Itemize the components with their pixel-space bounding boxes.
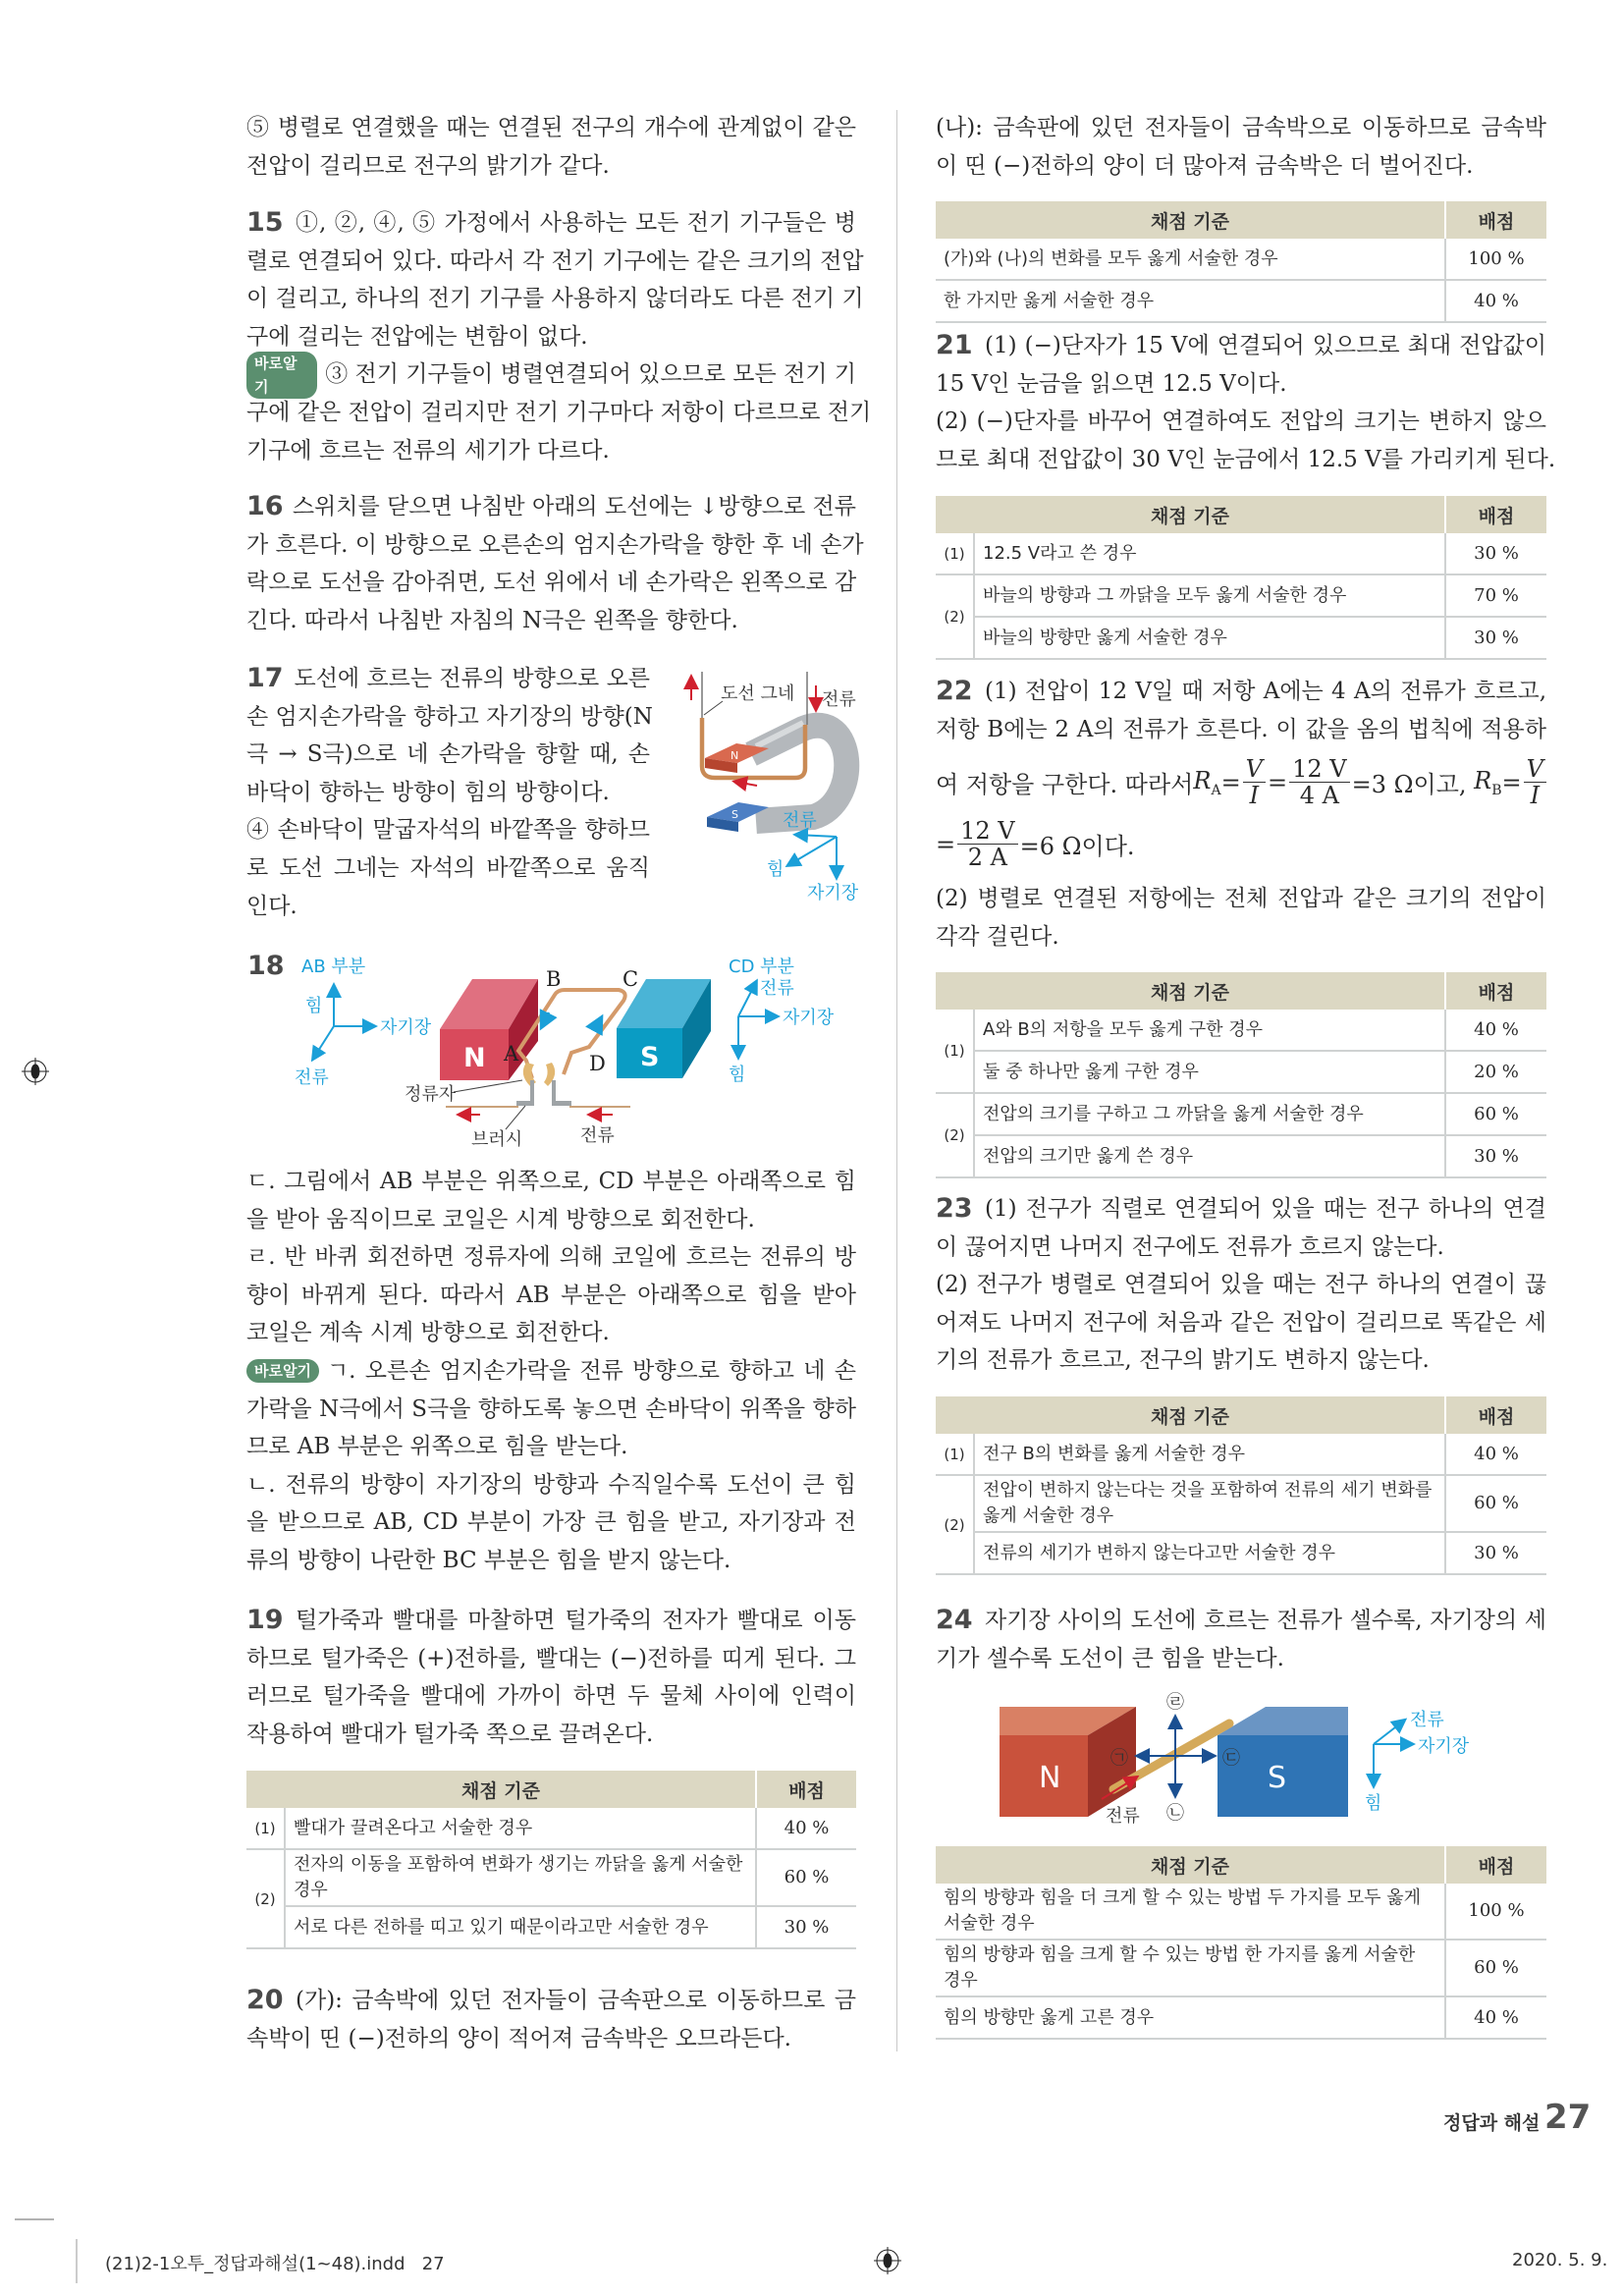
axis-field-label: 자기장 [1418, 1736, 1470, 1757]
registration-mark-icon [22, 1058, 49, 1085]
axis-current-arrow [1374, 1721, 1404, 1744]
score-header: 배점 [1445, 1396, 1546, 1434]
table-row [936, 574, 1546, 617]
line-text: (1) 전압이 12 V일 때 저항 A에는 4 A의 전류가 흐르고, [985, 679, 1546, 704]
criteria-cell: 한 가지만 옳게 서술한 경우 [936, 280, 1445, 322]
row-group-label: (1) [246, 1808, 285, 1849]
question-number: 16 [246, 491, 284, 521]
criteria-cell: 12.5 V라고 쓴 경우 [974, 533, 1445, 574]
criteria-cell: 빨대가 끌려온다고 서술한 경우 [285, 1808, 756, 1849]
question-number: 19 [246, 1605, 284, 1635]
score-cell: 70 % [1445, 574, 1546, 617]
criteria-cell: 전류의 세기가 변하지 않는다고만 서술한 경우 [974, 1532, 1445, 1574]
mark-right-label: ㉢ [1222, 1748, 1240, 1769]
line-text: 므로 AB 부분은 위쪽으로 힘을 받는다. [246, 1434, 628, 1460]
table-row [936, 533, 1546, 574]
scoring-criteria-table [936, 201, 1546, 323]
axis-force-arrow [788, 837, 837, 865]
scoring-criteria-table [246, 1771, 856, 1949]
cd-force-label: 힘 [729, 1065, 746, 1085]
score-cell: 60 % [1445, 1093, 1546, 1135]
criteria-header: 채점 기준 [936, 1396, 1445, 1434]
table-row [936, 1884, 1546, 1940]
table-row [936, 1475, 1546, 1532]
cd-current-arrow [738, 982, 756, 1016]
line-text: 전압이 걸리므로 전구의 밝기가 같다. [246, 152, 610, 179]
score-cell: 60 % [1445, 1940, 1546, 1996]
line-text: 로 도선 그네는 자석의 바깥쪽으로 움직 [246, 854, 650, 881]
score-header: 배점 [756, 1771, 856, 1808]
point-c-label: C [622, 967, 639, 991]
commutator-leader [454, 1080, 522, 1092]
section-title: 정답과 해설 [1443, 2112, 1541, 2134]
brush-leader [506, 1106, 525, 1129]
table-row [936, 239, 1546, 280]
score-cell: 20 % [1445, 1051, 1546, 1093]
score-cell: 30 % [756, 1906, 856, 1948]
formula-pre: 여 저항을 구한다. 따라서 [936, 771, 1194, 798]
point-a-label: A [504, 1042, 519, 1066]
line-text: (가): 금속박에 있던 전자들이 금속판으로 이동하므로 금 [296, 1988, 856, 2013]
equals: = [1220, 768, 1241, 796]
criteria-cell: 전압이 변하지 않는다는 것을 포함하여 전류의 세기 변화를 옳게 서술한 경우 [974, 1475, 1445, 1532]
line-text: (2) 병렬로 연결된 저항에는 전체 전압과 같은 크기의 전압이 [936, 886, 1546, 911]
table-row [936, 1051, 1546, 1093]
denominator: I [1530, 782, 1541, 809]
formula-result-a: =3 Ω이고, [1351, 771, 1475, 798]
line-text: 렬로 연결되어 있다. 따라서 각 전기 기구에는 같은 크기의 전압 [246, 247, 864, 274]
score-cell: 60 % [756, 1849, 856, 1906]
current-label: 전류 [1106, 1806, 1140, 1827]
criteria-cell: 힘의 방향과 힘을 크게 할 수 있는 방법 한 가지를 옳게 서술한 경우 [936, 1940, 1445, 1996]
score-cell: 40 % [756, 1808, 856, 1849]
numerator: 12 V [957, 818, 1018, 845]
page-number: 27 [1544, 2098, 1592, 2137]
row-group-label: (2) [936, 1093, 974, 1177]
table-row [936, 280, 1546, 322]
wire-swing-label: 도선 그네 [721, 683, 795, 704]
line-text: 손 엄지손가락을 향하고 자기장의 방향(N [246, 703, 653, 730]
pole-n-label: N [730, 749, 739, 762]
table-header-row [936, 201, 1546, 239]
line-text: 스위치를 닫으면 나침반 아래의 도선에는 ↓방향으로 전류 [292, 494, 856, 519]
correction-badge: 바로알기 [246, 1359, 319, 1383]
line-text: ④ 손바닥이 말굽자석의 바깥쪽을 향하므 [246, 817, 650, 844]
mark-up-label: ㉣ [1166, 1692, 1184, 1713]
cd-field-label: 자기장 [783, 1008, 835, 1028]
line-text: ㄷ. 그림에서 AB 부분은 위쪽으로, CD 부분은 아래쪽으로 힘 [246, 1169, 856, 1194]
table-row [936, 1010, 1546, 1051]
criteria-header: 채점 기준 [936, 496, 1445, 533]
brush-left [516, 1080, 534, 1106]
criteria-cell: 힘의 방향과 힘을 더 크게 할 수 있는 방법 두 가지를 모두 옳게 서술한 경우 [936, 1884, 1445, 1940]
table-row [936, 1434, 1546, 1475]
line-text: 극 → S극)으로 네 손가락을 향할 때, 손 [246, 741, 650, 768]
score-header: 배점 [1445, 496, 1546, 533]
line-text: ㄴ. 전류의 방향이 자기장의 방향과 수직일수록 도선이 큰 힘 [246, 1471, 856, 1498]
table-row [936, 1996, 1546, 2039]
line-text: 긴다. 따라서 나침반 자침의 N극은 왼쪽을 향한다. [246, 607, 738, 633]
criteria-cell: 바늘의 방향과 그 까닭을 모두 옳게 서술한 경우 [974, 574, 1445, 617]
line-text: 저항 B에는 2 A의 전류가 흐른다. 이 값을 옴의 법칙에 적용하 [936, 716, 1546, 742]
point-d-label: D [589, 1052, 606, 1075]
score-cell: 40 % [1445, 1996, 1546, 2039]
mark-left-label: ㉠ [1110, 1748, 1128, 1769]
table-row [246, 1849, 856, 1906]
criteria-header: 채점 기준 [936, 1846, 1445, 1884]
line-text: 기구에 흐르는 전류의 세기가 다르다. [246, 437, 610, 464]
cd-part-label: CD 부분 [729, 957, 794, 977]
line-text: (1) 전구가 직렬로 연결되어 있을 때는 전구 하나의 연결 [985, 1196, 1546, 1222]
brush-label: 브러시 [471, 1129, 523, 1150]
pole-s-label: S [731, 808, 738, 821]
line-text: 기가 셀수록 도선이 큰 힘을 받는다. [936, 1645, 1284, 1671]
axis-force-label: 힘 [767, 859, 784, 880]
question-number: 22 [936, 676, 973, 706]
line-text: (2) (−)단자를 바꾸어 연결하여도 전압의 크기는 변하지 않으 [936, 409, 1546, 435]
ab-part-label: AB 부분 [301, 957, 366, 977]
line-text: 이 띤 (−)전하의 양이 더 많아져 금속박은 더 벌어진다. [936, 152, 1474, 179]
criteria-cell: 전압의 크기만 옳게 쓴 경우 [974, 1135, 1445, 1177]
criteria-header: 채점 기준 [936, 201, 1445, 239]
score-cell: 100 % [1445, 1884, 1546, 1940]
line-text: (1) (−)단자가 15 V에 연결되어 있으므로 최대 전압값이 [985, 333, 1546, 358]
equals: = [936, 830, 956, 858]
line-text: 어져도 나머지 전구에 처음과 같은 전압이 걸리므로 똑같은 세 [936, 1309, 1546, 1336]
pole-s-label: S [1268, 1761, 1287, 1795]
table-header-row [936, 972, 1546, 1010]
registration-mark-icon [874, 2247, 901, 2274]
line-text: 도선에 흐르는 전류의 방향으로 오른 [294, 666, 650, 691]
table-row [936, 1135, 1546, 1177]
line-text: 속박이 띤 (−)전하의 양이 적어져 금속박은 오므라든다. [246, 2025, 791, 2051]
row-group-label: (1) [936, 1434, 974, 1475]
file-name: (21)2-1오투_정답과해설(1~48).indd 27 [105, 2254, 445, 2274]
line-text: 털가죽과 빨대를 마찰하면 털가죽의 전자가 빨대로 이동 [296, 1608, 856, 1633]
table-header-row [936, 496, 1546, 533]
scoring-criteria-table [936, 1846, 1546, 2040]
question-number: 24 [936, 1605, 973, 1635]
commutator-left [523, 1063, 536, 1086]
question-number: 20 [246, 1985, 284, 2015]
ab-current-arrow [313, 1026, 334, 1059]
line-text: ⑤ 병렬로 연결했을 때는 연결된 전구의 개수에 관계없이 같은 [246, 115, 856, 140]
table-header-row [936, 1396, 1546, 1434]
line-text: 15 V인 눈금을 읽으면 12.5 V이다. [936, 370, 1287, 397]
point-b-label: B [546, 967, 562, 991]
line-text: ㄱ. 오른손 엄지손가락을 전류 방향으로 향하고 네 손 [326, 1357, 856, 1384]
table-header-row [936, 1846, 1546, 1884]
mark-down-label: ㉡ [1166, 1803, 1184, 1824]
row-group-label: (2) [246, 1849, 285, 1948]
symbol-r: R [1193, 766, 1212, 794]
criteria-header: 채점 기준 [936, 972, 1445, 1010]
cd-current-label: 전류 [760, 978, 794, 999]
scoring-criteria-table [936, 1396, 1546, 1575]
line-text: 락으로 도선을 감아쥐면, 도선 위에서 네 손가락은 왼쪽으로 감 [246, 570, 857, 596]
row-group-label: (2) [936, 574, 974, 659]
line-text: 향이 바뀌게 된다. 따라서 AB 부분은 아래쪽으로 힘을 받아 [246, 1282, 856, 1308]
question-number-18: 18 [247, 951, 285, 981]
criteria-cell: 전구 B의 변화를 옳게 서술한 경우 [974, 1434, 1445, 1475]
line-text: 기의 전류가 흐르고, 전구의 밝기도 변하지 않는다. [936, 1347, 1430, 1374]
score-header: 배점 [1445, 201, 1546, 239]
axis-current-label: 전류 [783, 810, 817, 831]
line-text: 러므로 털가죽을 빨대에 가까이 하면 두 물체 사이에 인력이 [246, 1683, 856, 1710]
formula-result-b: =6 Ω이다. [1019, 833, 1135, 860]
row-group-label: (2) [936, 1475, 974, 1574]
line-text: 을 받아 움직이므로 코일은 시계 방향으로 회전한다. [246, 1206, 755, 1232]
current-left-arrow [735, 782, 757, 786]
score-header: 배점 [1445, 972, 1546, 1010]
score-cell: 40 % [1445, 1434, 1546, 1475]
axis-current-label: 전류 [1410, 1710, 1444, 1730]
criteria-cell: 바늘의 방향만 옳게 서술한 경우 [974, 617, 1445, 659]
score-header: 배점 [1445, 1846, 1546, 1884]
criteria-cell: 둘 중 하나만 옳게 구한 경우 [974, 1051, 1445, 1093]
ab-field-label: 자기장 [380, 1017, 432, 1038]
row-group-label: (1) [936, 533, 974, 574]
table-row [936, 1532, 1546, 1574]
line-text: (2) 전구가 병렬로 연결되어 있을 때는 전구 하나의 연결이 끊 [936, 1272, 1546, 1298]
criteria-header: 채점 기준 [246, 1771, 756, 1808]
denominator: I [1249, 782, 1260, 809]
table-row [246, 1808, 856, 1849]
equals: = [1268, 768, 1288, 796]
line-text: 인다. [246, 893, 298, 919]
criteria-cell: (가)와 (나)의 변화를 모두 옳게 서술한 경우 [936, 239, 1445, 280]
subscript-b: B [1491, 782, 1502, 798]
numerator: V [1524, 756, 1546, 783]
table-header-row [246, 1771, 856, 1808]
line-text: 가락을 N극에서 S극을 향하도록 놓으면 손바닥이 위쪽을 향하 [246, 1395, 856, 1422]
scoring-criteria-table [936, 496, 1546, 660]
line-text: 을 받으므로 AB, CD 부분이 가장 큰 힘을 받고, 자기장과 전 [246, 1509, 856, 1536]
print-date: 2020. 5. 9. [1512, 2250, 1608, 2270]
brush-right [552, 1080, 571, 1106]
criteria-cell: 전압의 크기를 구하고 그 까닭을 옳게 서술한 경우 [974, 1093, 1445, 1135]
line-text: 가 흐른다. 이 방향으로 오른손의 엄지손가락을 향한 후 네 손가 [246, 531, 864, 558]
line-text: 구에 같은 전압이 걸리지만 전기 기구마다 저항이 다르므로 전기 [246, 399, 872, 425]
pole-n-label: N [463, 1043, 486, 1073]
line-text: 하므로 털가죽은 (+)전하를, 빨대는 (−)전하를 띠게 된다. 그 [246, 1645, 856, 1671]
line-text: (나): 금속판에 있던 전자들이 금속박으로 이동하므로 금속박 [936, 115, 1546, 140]
row-group-label: (1) [936, 1010, 974, 1093]
score-cell: 40 % [1445, 280, 1546, 322]
pole-s-label: S [640, 1042, 660, 1072]
question-number: 23 [936, 1193, 973, 1224]
line-text: 류의 방향이 나란한 BC 부분은 힘을 받지 않는다. [246, 1547, 731, 1573]
table-row [936, 617, 1546, 659]
scoring-criteria-table [936, 972, 1546, 1178]
table-row [246, 1906, 856, 1948]
line-text: 자기장 사이의 도선에 흐르는 전류가 셀수록, 자기장의 세 [985, 1608, 1546, 1633]
subscript-a: A [1211, 782, 1221, 798]
score-cell: 100 % [1445, 239, 1546, 280]
criteria-cell: A와 B의 저항을 모두 옳게 구한 경우 [974, 1010, 1445, 1051]
figure-24-magnets [1000, 1692, 1470, 1827]
line-text: ①, ②, ④, ⑤ 가정에서 사용하는 모든 전기 기구들은 병 [296, 210, 856, 236]
line-text: ③ 전기 기구들이 병렬연결되어 있으므로 모든 전기 기 [325, 361, 856, 388]
numerator: V [1243, 756, 1266, 783]
figure-18-motor [295, 957, 835, 1150]
ab-current-label: 전류 [295, 1067, 329, 1088]
question-number: 15 [246, 207, 284, 238]
current-label: 전류 [580, 1125, 615, 1146]
symbol-r: R [1474, 766, 1492, 794]
question-number: 17 [246, 663, 284, 693]
line-text: 작용하여 빨대가 털가죽 쪽으로 끌려온다. [246, 1721, 654, 1747]
line-text: 이 끊어지면 나머지 전구에도 전류가 흐르지 않는다. [936, 1233, 1444, 1260]
criteria-cell: 서로 다른 전하를 띠고 있기 때문이라고만 서술한 경우 [285, 1906, 756, 1948]
question-number: 21 [936, 330, 973, 360]
ab-force-label: 힘 [305, 996, 323, 1016]
line-text: 구에 걸리는 전압에는 변함이 없다. [246, 323, 588, 350]
line-text: 코일은 계속 시계 방향으로 회전한다. [246, 1320, 610, 1346]
criteria-cell: 전자의 이동을 포함하여 변화가 생기는 까닭을 옳게 서술한 경우 [285, 1849, 756, 1906]
line-text: 바닥이 향하는 방향이 힘의 방향이다. [246, 779, 610, 805]
score-cell: 40 % [1445, 1010, 1546, 1051]
current-label: 전류 [822, 689, 856, 710]
score-cell: 60 % [1445, 1475, 1546, 1532]
denominator: 2 A [967, 844, 1007, 871]
axis-current-arrow [796, 835, 837, 837]
figure-17-wire-swing [691, 672, 859, 903]
denominator: 4 A [1299, 782, 1339, 809]
axis-force-label: 힘 [1365, 1793, 1382, 1814]
axis-field-label: 자기장 [807, 883, 859, 903]
line-text: 므로 최대 전압값이 30 V인 눈금에서 12.5 V를 가리키게 된다. [936, 446, 1556, 472]
table-row [936, 1940, 1546, 1996]
table-row [936, 1093, 1546, 1135]
criteria-cell: 힘의 방향만 옳게 고른 경우 [936, 1996, 1445, 2039]
pole-n-label: N [1039, 1761, 1061, 1795]
score-cell: 30 % [1445, 617, 1546, 659]
line-text: 이 걸리고, 하나의 전기 기구를 사용하지 않더라도 다른 전기 기 [246, 286, 864, 312]
magnet-s-top [1217, 1707, 1348, 1735]
commutator-label: 정류자 [405, 1084, 457, 1105]
score-cell: 30 % [1445, 533, 1546, 574]
line-text: ㄹ. 반 바퀴 회전하면 정류자에 의해 코일에 흐르는 전류의 방 [246, 1244, 856, 1271]
score-cell: 30 % [1445, 1135, 1546, 1177]
numerator: 12 V [1289, 756, 1350, 783]
score-cell: 30 % [1445, 1532, 1546, 1574]
equals: = [1501, 768, 1522, 796]
correction-badge: 바로알기 [246, 352, 317, 399]
line-text: 각각 걸린다. [936, 923, 1059, 950]
